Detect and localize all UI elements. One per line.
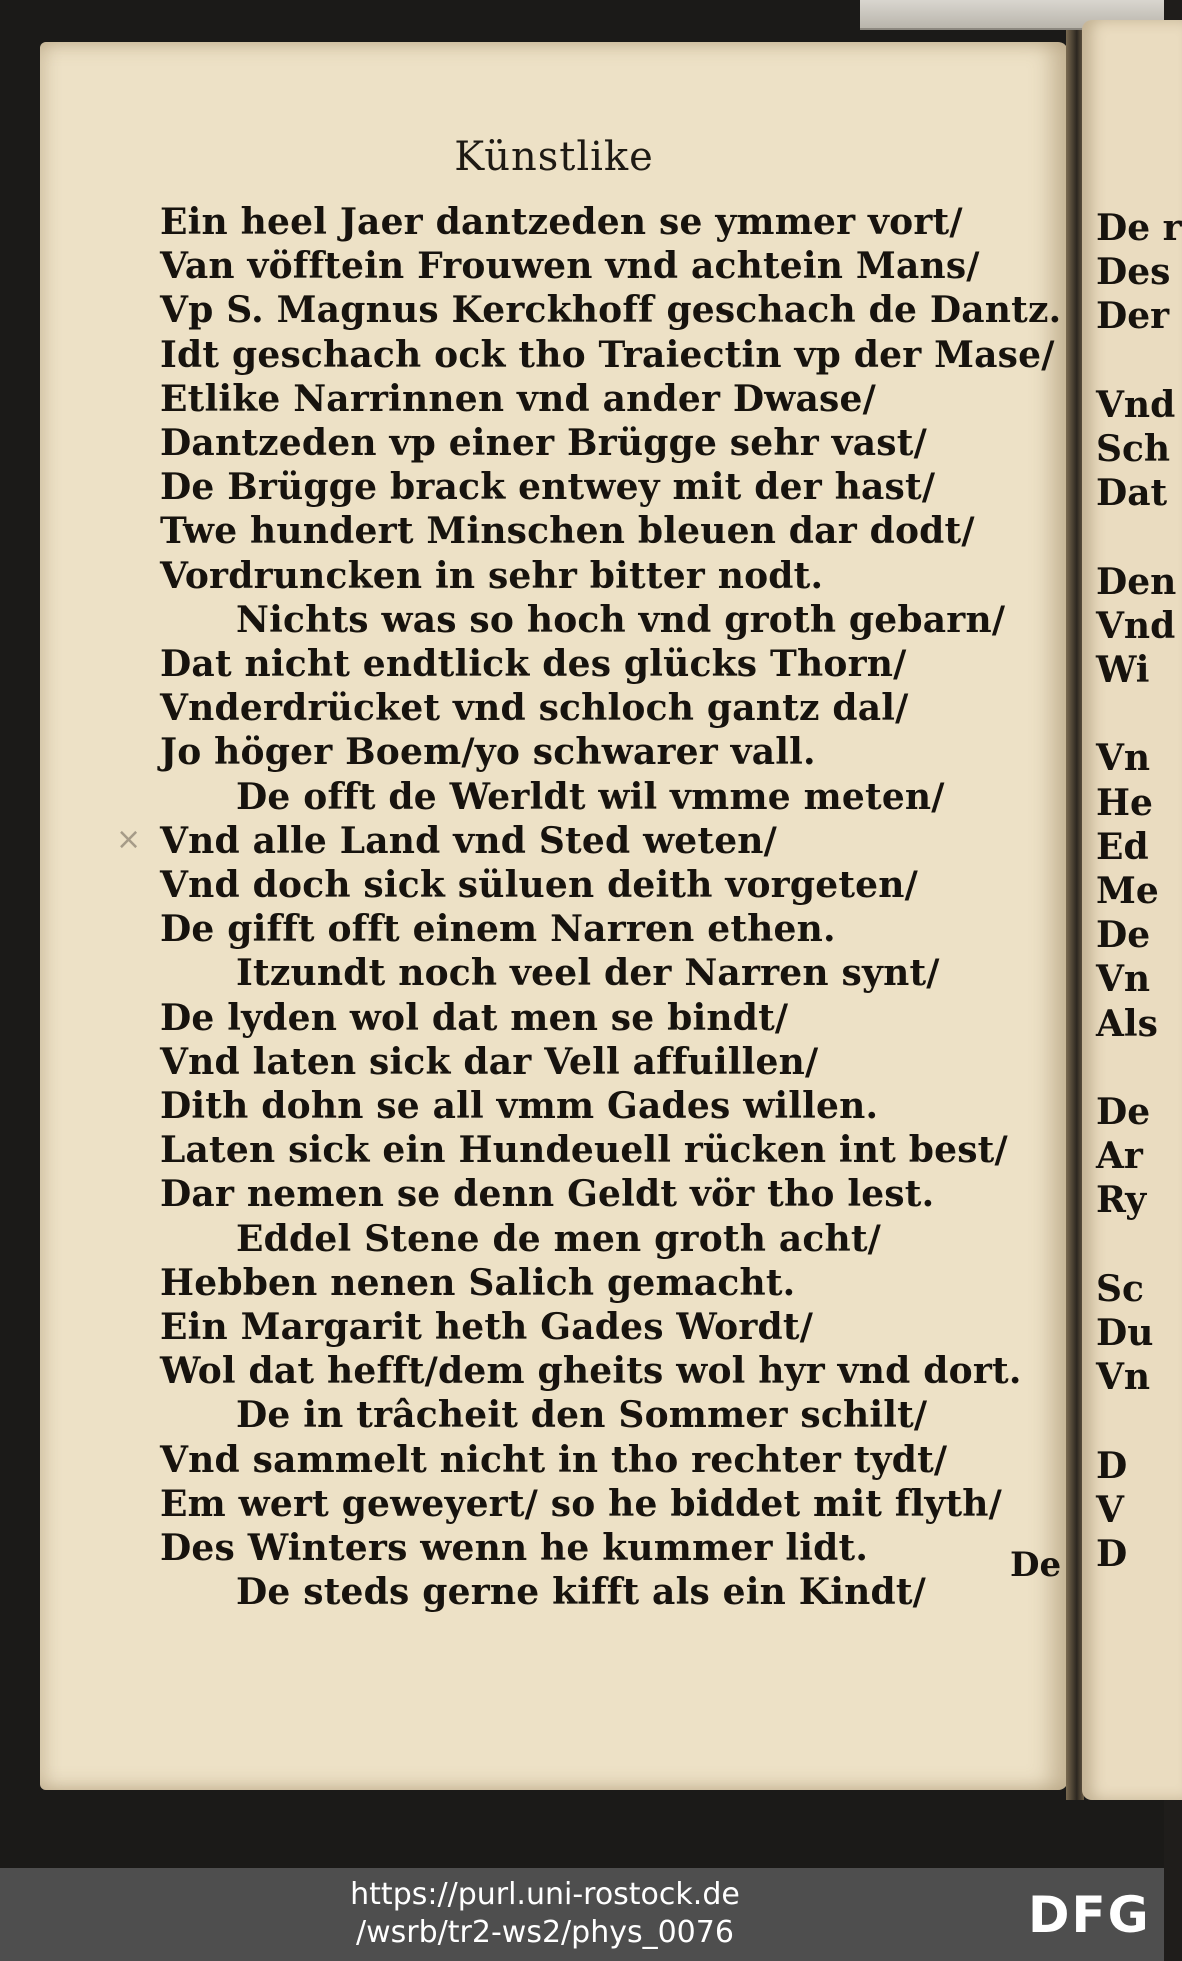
text-line: Des Winters wenn he kummer lidt. bbox=[160, 1527, 869, 1569]
facing-page-fragment: Vnd bbox=[1096, 383, 1176, 426]
facing-page-fragment: Me bbox=[1096, 870, 1159, 912]
permalink-line-2[interactable]: /wsrb/tr2-ws2/phys_0076 bbox=[356, 1915, 734, 1950]
facing-page-fragment: De r bbox=[1096, 207, 1182, 249]
facing-page-fragment: De bbox=[1096, 1091, 1151, 1133]
text-line: Dantzeden vp einer Brügge sehr vast/ bbox=[160, 422, 927, 464]
facing-page-fragment: Der bbox=[1096, 295, 1170, 338]
permalink-line-1[interactable]: https://purl.uni-rostock.de bbox=[350, 1877, 740, 1912]
facing-page-fragment: V bbox=[1096, 1488, 1124, 1531]
text-line: Dar nemen se denn Geldt vör tho lest. bbox=[160, 1173, 935, 1216]
text-line: Dat nicht endtlick des glücks Thorn/ bbox=[160, 643, 907, 685]
running-head: Künstlike bbox=[454, 134, 654, 180]
footer-bar bbox=[0, 1868, 1164, 1961]
pencil-mark: × bbox=[116, 822, 142, 857]
facing-page-fragment: Vn bbox=[1096, 737, 1151, 780]
text-line: Idt geschach ock tho Traiectin vp der Mase/ bbox=[160, 333, 1055, 376]
facing-page-fragment: Des bbox=[1096, 251, 1171, 294]
text-line: Vnd doch sick süluen deith vorgeten/ bbox=[160, 864, 918, 906]
text-line: Vnd alle Land vnd Sted weten/ bbox=[160, 819, 778, 862]
facing-page-fragment: Als bbox=[1096, 1002, 1158, 1045]
text-line: De Brügge brack entwey mit der hast/ bbox=[160, 466, 936, 509]
facing-page-fragment: Du bbox=[1096, 1312, 1154, 1354]
text-line: De lyden wol dat men se bindt/ bbox=[160, 996, 789, 1039]
facing-page-fragment: Vnd bbox=[1096, 604, 1176, 647]
text-line: Em wert geweyert/ so he biddet mit flyth/ bbox=[160, 1482, 1003, 1525]
facing-page-fragment: He bbox=[1096, 781, 1153, 824]
facing-page-fragment: Wi bbox=[1096, 649, 1150, 691]
text-line: Vordruncken in sehr bitter nodt. bbox=[160, 554, 824, 597]
facing-page-fragment: Vn bbox=[1096, 958, 1151, 1001]
text-line: Vp S. Magnus Kerckhoff geschach de Dantz. bbox=[160, 289, 1062, 332]
catchword: De bbox=[1010, 1545, 1062, 1585]
text-line: Van vöfftein Frouwen vnd achtein Mans/ bbox=[160, 245, 980, 288]
text-line: De gifft offt einem Narren ethen. bbox=[160, 908, 836, 951]
facing-page bbox=[1082, 20, 1182, 1800]
facing-page-fragment: Sch bbox=[1096, 428, 1171, 470]
text-line: Eddel Stene de men groth acht/ bbox=[236, 1217, 882, 1260]
text-line: Jo höger Boem/yo schwarer vall. bbox=[160, 731, 816, 774]
text-line: Ein heel Jaer dantzeden se ymmer vort/ bbox=[160, 201, 963, 243]
text-line: Laten sick ein Hundeuell rücken int best/ bbox=[160, 1129, 1008, 1172]
facing-page-fragment: D bbox=[1096, 1533, 1128, 1575]
facing-page-fragment: D bbox=[1096, 1444, 1128, 1487]
text-line: Ein Margarit heth Gades Wordt/ bbox=[160, 1306, 814, 1348]
text-line: Twe hundert Minschen bleuen dar dodt/ bbox=[160, 510, 975, 553]
text-line: Dith dohn se all vmm Gades willen. bbox=[160, 1085, 879, 1127]
facing-page-fragment: De bbox=[1096, 914, 1151, 957]
facing-page-fragment: Den bbox=[1096, 560, 1177, 603]
facing-page-fragment: Ed bbox=[1096, 825, 1149, 868]
text-line: Nichts was so hoch vnd groth gebarn/ bbox=[236, 598, 1006, 641]
facing-page-fragment: Ry bbox=[1096, 1179, 1147, 1222]
facing-page-fragment: Dat bbox=[1096, 472, 1168, 515]
facing-page-fragment: Ar bbox=[1096, 1135, 1143, 1178]
text-line: Vnd laten sick dar Vell affuillen/ bbox=[160, 1040, 819, 1083]
dfg-logo: DFG bbox=[1028, 1886, 1151, 1944]
text-line: Hebben nenen Salich gemacht. bbox=[160, 1261, 796, 1304]
text-line: De in trâcheit den Sommer schilt/ bbox=[236, 1394, 928, 1437]
text-line: Etlike Narrinnen vnd ander Dwase/ bbox=[160, 377, 876, 420]
facing-page-fragment: Sc bbox=[1096, 1267, 1144, 1310]
text-line: Vnd sammelt nicht in tho rechter tydt/ bbox=[160, 1438, 948, 1481]
text-line: Itzundt noch veel der Narren synt/ bbox=[236, 952, 940, 995]
text-line: Wol dat hefft/dem gheits wol hyr vnd dort. bbox=[160, 1350, 1022, 1393]
text-line: De offt de Werldt wil vmme meten/ bbox=[236, 775, 945, 818]
text-line: De steds gerne kifft als ein Kindt/ bbox=[236, 1571, 927, 1614]
facing-page-fragment: Vn bbox=[1096, 1356, 1151, 1399]
text-line: Vnderdrücket vnd schloch gantz dal/ bbox=[160, 687, 909, 730]
